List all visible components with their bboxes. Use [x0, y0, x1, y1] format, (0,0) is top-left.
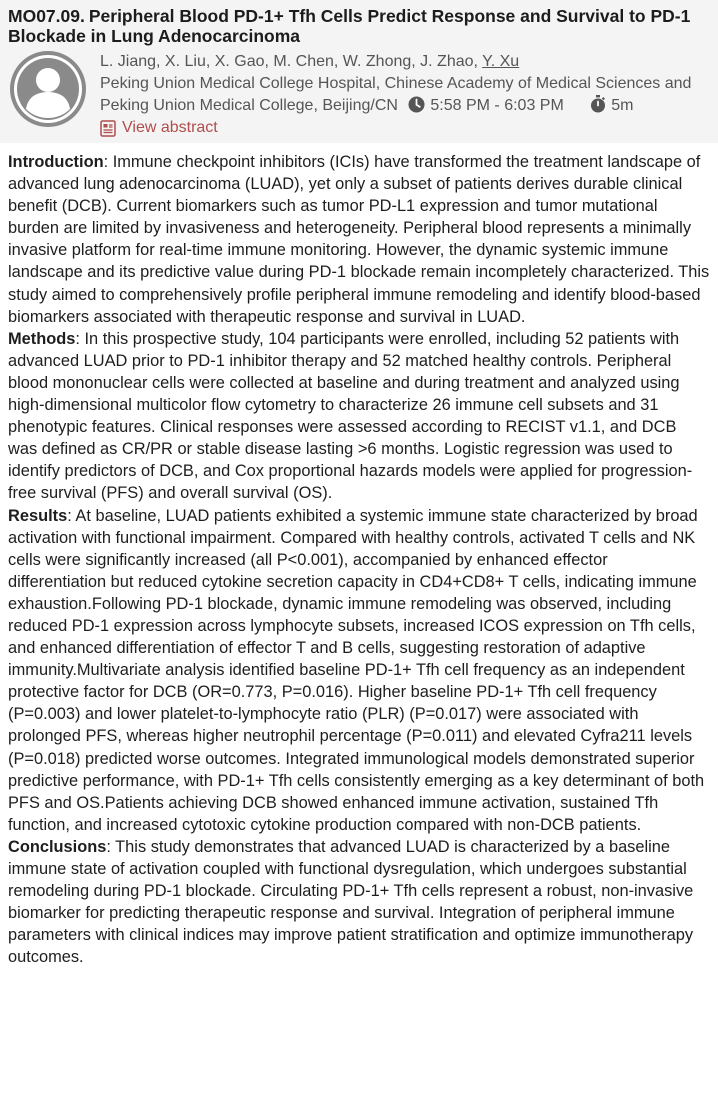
session-duration: 5m	[611, 97, 634, 114]
session-time: 5:58 PM - 6:03 PM	[430, 97, 564, 114]
session-header	[0, 0, 718, 143]
presenter-meta	[100, 51, 710, 144]
view-abstract-label[interactable]: View abstract	[122, 119, 218, 136]
author-list	[100, 51, 710, 73]
conclusions-text: : This study demonstrates that advanced LUAD is characterized by a baseline immune state of activation coupled with functional dysregulation, which undergoes substantial remodeling during PD-1 blockade. Circulating PD-1+ Tfh cells represent a robust, non-invasive biomarker for predicting therapeutic response and survival. Integration of peripheral immune parameters with clinical indices may improve patient stratification and optimize immunotherapy outcomes.	[8, 837, 694, 967]
document-icon	[100, 120, 116, 137]
methods-heading: Methods	[8, 329, 76, 348]
conclusions-heading: Conclusions	[8, 837, 107, 856]
abstract-body	[0, 143, 718, 968]
methods-text: : In this prospective study, 104 participants were enrolled, including 52 patients with advanced LUAD prior to PD-1 inhibitor therapy and 52 matched healthy controls. Peripheral blood mononuclear cells were collected at baseline and during treatment and analyzed using high-dimensional multicolor flow cytometry to characterize 26 immune cell subsets and 31 phenotypic features. Clinical responses were assessed according to RECIST v1.1, and DCB was defined as CR/PR or stable disease lasting >6 months. Logistic regression was used to identify predictors of DCB, and Cox proportional hazards models were applied for progression-free survival (PFS) and overall survival (OS).	[8, 329, 693, 503]
introduction-heading: Introduction	[8, 153, 104, 171]
presenter-name[interactable]: Y. Xu	[482, 53, 520, 70]
methods-paragraph	[8, 328, 710, 505]
clock-icon	[408, 96, 425, 113]
user-avatar-icon	[10, 51, 86, 127]
conclusions-paragraph	[8, 836, 710, 969]
introduction-text: : Immune checkpoint inhibitors (ICIs) have transformed the treatment landscape of advanced lung adenocarcinoma (LUAD), yet only a subset of patients derives durable clinical benefit (DCB). Current biomarkers such as tumor PD-L1 expression and tumor mutational burden are limited by invasiveness and heterogeneity. Peripheral blood represents a minimally invasive platform for real-time immune monitoring. However, the dynamic systemic immune landscape and its predictive value during PD-1 blockade remain incompletely characterized. This study aimed to comprehensively profile peripheral immune remodeling and identify blood-based biomarkers associated with therapeutic response and survival in LUAD.	[8, 153, 710, 326]
introduction-paragraph	[8, 151, 710, 328]
presenter-info	[8, 51, 710, 144]
authors-text: L. Jiang, X. Liu, X. Gao, M. Chen, W. Zhong, J. Zhao,	[100, 53, 483, 70]
affiliation-line	[100, 73, 710, 117]
results-text: : At baseline, LUAD patients exhibited a systemic immune state characterized by broad activation with functional impairment. Compared with healthy controls, activated T cells and NK cells were significantly increased (all P<0.001), accompanied by enhanced effector differentiation but reduced cytokine secretion capacity in CD4+CD8+ T cells, indicating immune exhaustion.Following PD-1 blockade, dynamic immune remodeling was observed, including reduced PD-1 expression across lymphocyte subsets, increased ICOS expression on Tfh cells, and enhanced differentiation of effector T and B cells, suggesting restoration of adaptive immunity.Multivariate analysis identified baseline PD-1+ Tfh cell frequency as an independent protective factor for DCB (OR=0.773, P=0.016). Higher baseline PD-1+ Tfh cell frequency (P=0.003) and lower platelet-to-lymphocyte ratio (PLR) (P=0.017) were associated with prolonged PFS, whereas higher neutrophil percentage (P=0.011) and elevated Cyfra211 levels (P=0.018) predicted worse outcomes. Integrated immunological models demonstrated superior predictive performance, with PD-1+ Tfh cells consistently emerging as a key determinant of both PFS and OS.Patients achieving DCB showed enhanced immune activation, sustained Tfh function, and increased cytotoxic cytokine production compared with non-DCB patients.	[8, 506, 705, 834]
time-info	[408, 97, 568, 114]
title-text: Peripheral Blood PD-1+ Tfh Cells Predict Response and Survival to PD-1 Blockade in Lung Adenocarcinoma	[8, 6, 691, 46]
results-heading: Results	[8, 506, 68, 525]
affiliation: Peking Union Medical College Hospital, Chinese Academy of Medical Sciences and Peking Union Medical College, Beijing/CN	[100, 75, 692, 114]
results-paragraph	[8, 505, 710, 836]
stopwatch-icon	[590, 95, 606, 113]
session-code: MO07.09.	[8, 6, 85, 26]
view-abstract-link[interactable]	[100, 117, 218, 139]
duration-info	[590, 97, 633, 114]
presentation-title	[8, 6, 710, 46]
